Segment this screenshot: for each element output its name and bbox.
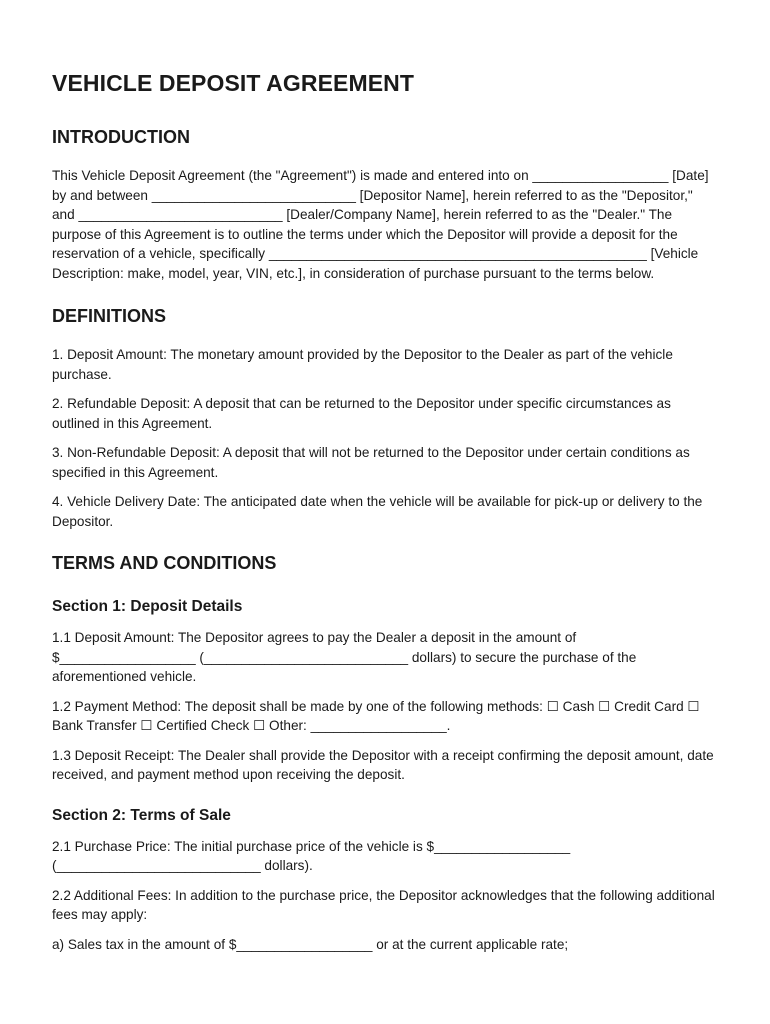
section-1-item-deposit-amount: 1.1 Deposit Amount: The Depositor agrees to pay the Dealer a deposit in the amount of $__________________ (___________________________ dollars) to secure the purchase of the aforementioned vehicle. bbox=[52, 630, 637, 684]
definition-item-vehicle-delivery-date: 4. Vehicle Delivery Date: The anticipated date when the vehicle will be available for pick-up or delivery to the Depositor. bbox=[52, 494, 703, 529]
definitions-heading: DEFINITIONS bbox=[52, 306, 167, 326]
introduction-paragraph: This Vehicle Deposit Agreement (the "Agreement") is made and entered into on __________________ [Date] by and between ___________________________ [Depositor Name], herein referred to as the "Depositor," and ___________________________ [Dealer/Company Name], herein referred to as the "Dealer." The purpose of this Agreement is to outline the terms under which the Depositor will provide a deposit for the reservation of a vehicle, specifically __________________________________________________ [Vehicle Description: make, model, year, VIN, etc.], in consideration of purchase pursuant to the terms below. bbox=[52, 168, 709, 281]
section-1-item-payment-method: 1.2 Payment Method: The deposit shall be made by one of the following methods: ☐ Cash ☐ Credit Card ☐ Bank Transfer ☐ Certified Check ☐ Other: __________________. bbox=[52, 698, 700, 733]
definition-item-refundable-deposit: 2. Refundable Deposit: A deposit that can be returned to the Depositor under specific circumstances as outlined in this Agreement. bbox=[52, 396, 671, 431]
introduction-heading: INTRODUCTION bbox=[52, 127, 190, 147]
document-title: VEHICLE DEPOSIT AGREEMENT bbox=[52, 70, 415, 96]
section-2-heading: Section 2: Terms of Sale bbox=[52, 806, 231, 824]
section-2-item-sales-tax: a) Sales tax in the amount of $__________________ or at the current applicable rate; bbox=[52, 936, 569, 952]
section-1-item-deposit-receipt: 1.3 Deposit Receipt: The Dealer shall provide the Depositor with a receipt confirming the deposit amount, date received, and payment method upon receiving the deposit. bbox=[52, 747, 714, 782]
terms-section bbox=[52, 553, 718, 954]
section-1-heading: Section 1: Deposit Details bbox=[52, 598, 243, 615]
section-2-item-purchase-price: 2.1 Purchase Price: The initial purchase price of the vehicle is $__________________ (___________________________ dollars). bbox=[52, 838, 571, 873]
definition-item-non-refundable-deposit: 3. Non-Refundable Deposit: A deposit that will not be returned to the Depositor under certain conditions as specified in this Agreement. bbox=[52, 445, 690, 480]
terms-heading: TERMS AND CONDITIONS bbox=[52, 553, 277, 573]
definitions-section bbox=[52, 306, 718, 531]
section-2-item-additional-fees: 2.2 Additional Fees: In addition to the purchase price, the Depositor acknowledges that the following additional fees may apply: bbox=[52, 887, 715, 922]
introduction-section bbox=[52, 127, 718, 283]
definition-item-deposit-amount: 1. Deposit Amount: The monetary amount provided by the Depositor to the Dealer as part of the vehicle purchase. bbox=[52, 347, 673, 382]
